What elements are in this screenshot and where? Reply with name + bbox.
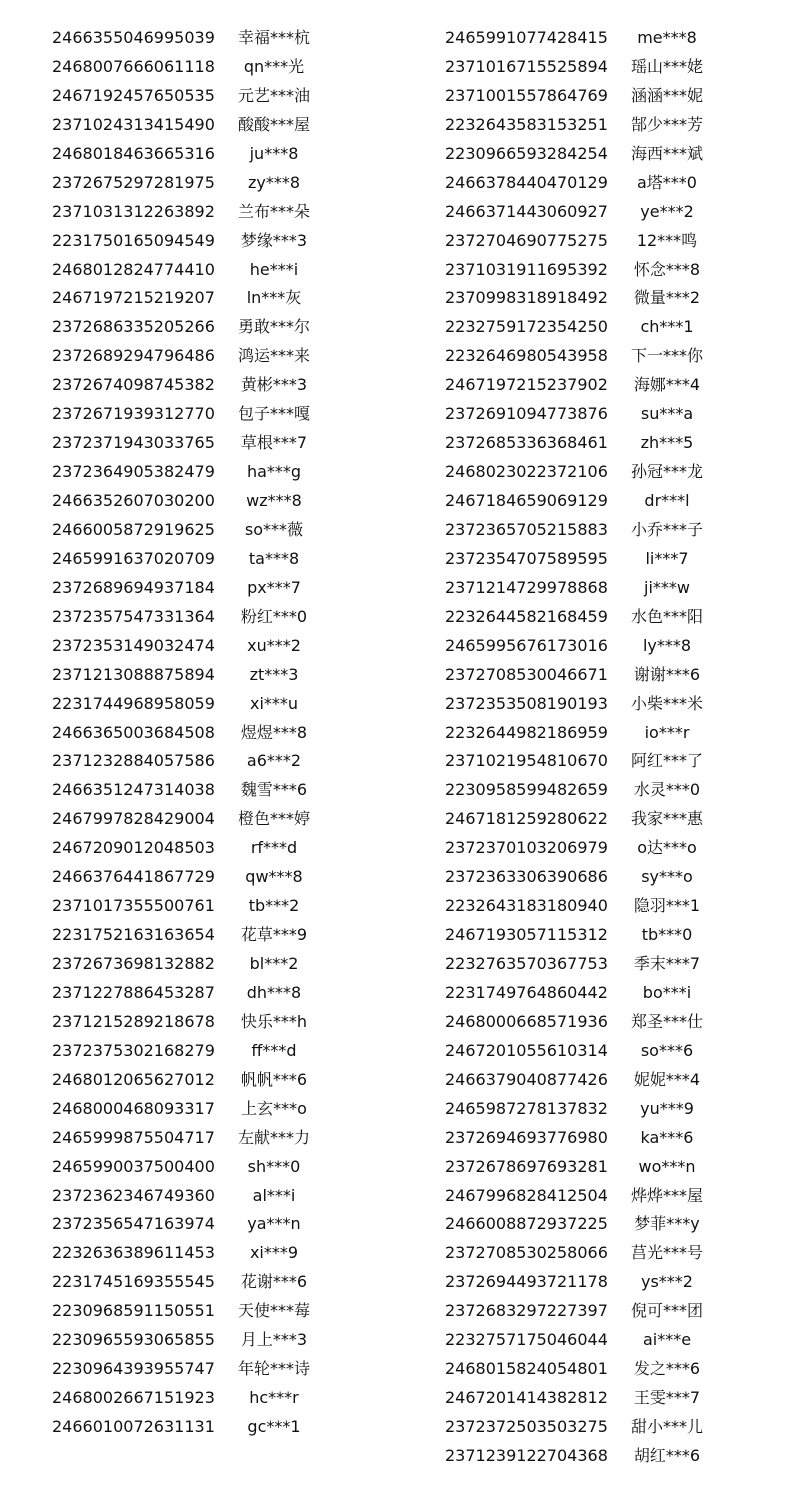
- list-item: [445, 256, 727, 285]
- list-item: [445, 690, 727, 719]
- list-item: [52, 545, 334, 574]
- list-item: [445, 950, 727, 979]
- masked-username: ka***6: [640, 1127, 694, 1147]
- masked-username: 海娜***4: [633, 375, 701, 395]
- masked-username: 快乐***h: [240, 1011, 308, 1031]
- masked-username: zt***3: [249, 664, 299, 684]
- order-id: 2467197215237902: [445, 375, 608, 395]
- masked-username: 天使***莓: [237, 1301, 310, 1321]
- masked-username: ch***1: [640, 317, 694, 337]
- masked-username: 草根***7: [240, 433, 308, 453]
- list-item: [445, 1268, 727, 1297]
- list-item: [52, 805, 334, 834]
- order-id: 2230958599482659: [445, 780, 608, 800]
- order-id: 2372353149032474: [52, 635, 215, 655]
- order-id: 2371239122704368: [445, 1445, 608, 1465]
- list-item: [445, 1442, 727, 1471]
- list-item: [445, 892, 727, 921]
- masked-username: 兰布***朵: [237, 201, 310, 221]
- order-id: 2232644982186959: [445, 722, 608, 742]
- order-id: 2372675297281975: [52, 172, 215, 192]
- order-id: 2232757175046044: [445, 1330, 608, 1350]
- order-id: 2466355046995039: [52, 28, 215, 47]
- list-item: [52, 979, 334, 1008]
- list-item: [52, 834, 334, 863]
- masked-username: bo***i: [642, 982, 692, 1002]
- list-item: [445, 371, 727, 400]
- masked-username: su***a: [640, 404, 694, 424]
- masked-username: 幸福***杭: [237, 28, 310, 47]
- list-item: [445, 1153, 727, 1182]
- order-id: 2466351247314038: [52, 780, 215, 800]
- order-id: 2372683297227397: [445, 1301, 608, 1321]
- masked-username: 橙色***婷: [237, 809, 310, 829]
- list-item: [52, 950, 334, 979]
- order-id: 2468002667151923: [52, 1388, 215, 1408]
- masked-username: 元艺***油: [237, 85, 310, 105]
- list-item: [52, 487, 334, 516]
- masked-username: 发之***6: [633, 1359, 701, 1379]
- masked-username: ta***8: [248, 548, 300, 568]
- order-id: 2372704690775275: [445, 230, 608, 250]
- order-id: 2465995676173016: [445, 635, 608, 655]
- list-item: [445, 342, 727, 371]
- masked-username: 梦缘***3: [240, 230, 308, 250]
- list-item: [52, 284, 334, 313]
- list-item: [52, 111, 334, 140]
- masked-username: 月上***3: [240, 1330, 308, 1350]
- order-id: 2465999875504717: [52, 1127, 215, 1147]
- order-id: 2466379040877426: [445, 1069, 608, 1089]
- order-id: 2372686335205266: [52, 317, 215, 337]
- order-id: 2372674098745382: [52, 375, 215, 395]
- list-item: [445, 574, 727, 603]
- masked-username: a6***2: [246, 751, 302, 771]
- masked-username: 王雯***7: [633, 1388, 701, 1408]
- list-item: [445, 979, 727, 1008]
- masked-username: sy***o: [641, 867, 693, 887]
- list-item: [445, 284, 727, 313]
- order-id: 2371001557864769: [445, 85, 608, 105]
- list-item: [445, 111, 727, 140]
- list-item: [52, 747, 334, 776]
- masked-username: xi***u: [249, 693, 299, 713]
- masked-username: 谢谢***6: [633, 664, 701, 684]
- order-id: 2467193057115312: [445, 925, 608, 945]
- list-item: [445, 776, 727, 805]
- order-id: 2468012824774410: [52, 259, 215, 279]
- masked-username: so***6: [640, 1040, 694, 1060]
- masked-username: 郑圣***仕: [630, 1011, 703, 1031]
- list-item: [445, 661, 727, 690]
- list-item: [52, 1239, 334, 1268]
- masked-username: zy***8: [247, 172, 301, 192]
- masked-username: dh***8: [246, 982, 302, 1002]
- masked-username: ly***8: [642, 635, 692, 655]
- list-item: [52, 1153, 334, 1182]
- masked-username: ai***e: [642, 1330, 692, 1350]
- list-item: [52, 429, 334, 458]
- list-item: [52, 1095, 334, 1124]
- masked-username: o达***o: [637, 838, 697, 858]
- masked-username: zh***5: [640, 433, 694, 453]
- order-id: 2466352607030200: [52, 491, 215, 510]
- order-id: 2372673698132882: [52, 954, 215, 973]
- order-id: 2372365705215883: [445, 519, 608, 539]
- order-id: 2466371443060927: [445, 201, 608, 221]
- list-item: [52, 24, 334, 53]
- masked-username: gc***1: [247, 1417, 301, 1436]
- masked-username: 胡红***6: [633, 1445, 701, 1465]
- masked-username: 我家***惠: [630, 809, 703, 829]
- masked-username: xi***9: [249, 1243, 299, 1263]
- masked-username: io***r: [644, 722, 690, 742]
- list-item: [52, 1066, 334, 1095]
- order-id: 2372689294796486: [52, 346, 215, 366]
- list-item: [445, 1008, 727, 1037]
- list-item: [445, 1355, 727, 1384]
- masked-username: px***7: [247, 577, 301, 597]
- order-id: 2371031911695392: [445, 259, 608, 279]
- order-id: 2232759172354250: [445, 317, 608, 337]
- masked-username: 粉红***0: [240, 606, 308, 626]
- order-id: 2372671939312770: [52, 404, 215, 424]
- masked-username: 水灵***0: [633, 780, 701, 800]
- masked-username: so***薇: [244, 519, 304, 539]
- order-id: 2372708530258066: [445, 1243, 608, 1263]
- order-id: 2231752163163654: [52, 925, 215, 945]
- list-item: [445, 516, 727, 545]
- order-id: 2465991077428415: [445, 28, 608, 47]
- list-item: [52, 1210, 334, 1239]
- order-id: 2372356547163974: [52, 1214, 215, 1234]
- order-id: 2371227886453287: [52, 982, 215, 1002]
- masked-username: 小乔***子: [630, 519, 703, 539]
- order-id: 2466376441867729: [52, 867, 215, 887]
- masked-username: 煜煜***8: [240, 722, 308, 742]
- order-id: 2371214729978868: [445, 577, 608, 597]
- masked-username: tb***2: [248, 896, 300, 916]
- masked-username: wo***n: [638, 1156, 696, 1176]
- list-item: [52, 458, 334, 487]
- masked-username: 黄彬***3: [240, 375, 308, 395]
- list-item: [445, 545, 727, 574]
- list-item: [445, 719, 727, 748]
- masked-username: 微量***2: [633, 288, 701, 308]
- order-id: 2467197215219207: [52, 288, 215, 308]
- list-item: [52, 1008, 334, 1037]
- order-id: 2372371943033765: [52, 433, 215, 453]
- masked-username: 左献***力: [237, 1127, 310, 1147]
- masked-username: sh***0: [247, 1156, 301, 1176]
- masked-username: 妮妮***4: [633, 1069, 701, 1089]
- masked-username: 涵涵***妮: [630, 85, 703, 105]
- masked-username: 下一***你: [630, 346, 703, 366]
- list-item: [445, 1326, 727, 1355]
- list-item: [52, 400, 334, 429]
- list-item: [52, 1384, 334, 1413]
- list-item: [445, 863, 727, 892]
- list-item: [445, 1297, 727, 1326]
- order-id: 2468007666061118: [52, 56, 215, 76]
- order-id: 2371016715525894: [445, 56, 608, 76]
- order-id: 2232646980543958: [445, 346, 608, 366]
- list-item: [445, 487, 727, 516]
- masked-username: ha***g: [246, 462, 302, 482]
- order-id: 2232763570367753: [445, 954, 608, 973]
- order-id: 2230965593065855: [52, 1330, 215, 1350]
- order-id: 2372694693776980: [445, 1127, 608, 1147]
- masked-username: ye***2: [640, 201, 694, 221]
- masked-username: 勇敢***尔: [237, 317, 310, 337]
- list-item: [445, 198, 727, 227]
- list-item: [52, 776, 334, 805]
- masked-username: ys***2: [641, 1272, 693, 1292]
- masked-username: dr***l: [644, 491, 690, 510]
- masked-username: 花草***9: [240, 925, 308, 945]
- list-item: [52, 516, 334, 545]
- masked-username: 花谢***6: [240, 1272, 308, 1292]
- order-id: 2466005872919625: [52, 519, 215, 539]
- list-item: [52, 1182, 334, 1211]
- masked-username: 甜小***儿: [630, 1417, 703, 1436]
- order-id: 2372691094773876: [445, 404, 608, 424]
- list-item: [445, 24, 727, 53]
- list-item: [52, 1355, 334, 1384]
- order-id: 2231749764860442: [445, 982, 608, 1002]
- masked-username: 水色***阳: [630, 606, 703, 626]
- list-item: [445, 458, 727, 487]
- order-id: 2230964393955747: [52, 1359, 215, 1379]
- order-id: 2371213088875894: [52, 664, 215, 684]
- list-item: [52, 198, 334, 227]
- order-id: 2372375302168279: [52, 1040, 215, 1060]
- masked-username: 海西***斌: [630, 143, 703, 163]
- list-item: [52, 661, 334, 690]
- list-item: [52, 1037, 334, 1066]
- masked-username: 倪可***团: [630, 1301, 703, 1321]
- left-column: [52, 24, 334, 1442]
- list-item: [445, 1384, 727, 1413]
- list-item: [52, 719, 334, 748]
- order-id: 2372708530046671: [445, 664, 608, 684]
- list-item: [52, 82, 334, 111]
- masked-username: 年轮***诗: [237, 1359, 310, 1379]
- list-item: [445, 834, 727, 863]
- order-id: 2371031312263892: [52, 201, 215, 221]
- list-item: [445, 82, 727, 111]
- masked-username: 包子***嘎: [237, 404, 310, 424]
- list-item: [52, 1326, 334, 1355]
- list-item: [445, 632, 727, 661]
- masked-username: ff***d: [251, 1040, 297, 1060]
- order-id: 2230968591150551: [52, 1301, 215, 1321]
- masked-username: rf***d: [250, 838, 298, 858]
- masked-username: 梦菲***y: [634, 1214, 700, 1234]
- order-id: 2465987278137832: [445, 1098, 608, 1118]
- order-id: 2370998318918492: [445, 288, 608, 308]
- order-id: 2467192457650535: [52, 85, 215, 105]
- list-item: [52, 313, 334, 342]
- order-id: 2231745169355545: [52, 1272, 215, 1292]
- list-item: [445, 747, 727, 776]
- order-id: 2371021954810670: [445, 751, 608, 771]
- masked-username: 莒光***号: [630, 1243, 703, 1263]
- masked-username: 烨烨***屋: [630, 1185, 703, 1205]
- order-id: 2232636389611453: [52, 1243, 215, 1263]
- masked-username: 鸿运***来: [237, 346, 310, 366]
- order-id: 2467184659069129: [445, 491, 608, 510]
- order-id: 2232643183180940: [445, 896, 608, 916]
- list-item: [52, 1268, 334, 1297]
- order-id: 2372363306390686: [445, 867, 608, 887]
- masked-username: 孙冠***龙: [630, 462, 703, 482]
- order-id: 2467996828412504: [445, 1185, 608, 1205]
- list-item: [52, 863, 334, 892]
- order-id: 2465990037500400: [52, 1156, 215, 1176]
- masked-username: tb***0: [641, 925, 693, 945]
- order-id: 2372678697693281: [445, 1156, 608, 1176]
- order-id: 2372354707589595: [445, 548, 608, 568]
- list-item: [445, 313, 727, 342]
- list-item: [52, 227, 334, 256]
- masked-username: qw***8: [245, 867, 303, 887]
- list-item: [445, 1239, 727, 1268]
- order-id: 2372370103206979: [445, 838, 608, 858]
- list-item: [445, 805, 727, 834]
- masked-username: al***i: [252, 1185, 296, 1205]
- masked-username: 季末***7: [633, 954, 701, 973]
- masked-username: 12***鸣: [636, 230, 698, 250]
- list-item: [52, 603, 334, 632]
- list-item: [445, 1095, 727, 1124]
- list-item: [52, 1124, 334, 1153]
- masked-username: 怀念***8: [633, 259, 701, 279]
- order-id: 2468012065627012: [52, 1069, 215, 1089]
- order-id: 2468018463665316: [52, 143, 215, 163]
- order-id: 2468023022372106: [445, 462, 608, 482]
- masked-username: li***7: [645, 548, 689, 568]
- masked-username: 小柴***米: [630, 693, 703, 713]
- order-id: 2467201414382812: [445, 1388, 608, 1408]
- order-id: 2372364905382479: [52, 462, 215, 482]
- list-item: [52, 574, 334, 603]
- right-column: [445, 24, 727, 1471]
- masked-username: he***i: [249, 259, 299, 279]
- order-id: 2372685336368461: [445, 433, 608, 453]
- order-id: 2466008872937225: [445, 1214, 608, 1234]
- list-item: [52, 1297, 334, 1326]
- order-id: 2371017355500761: [52, 896, 215, 916]
- list-item: [445, 1182, 727, 1211]
- list-item: [445, 1124, 727, 1153]
- order-id: 2466378440470129: [445, 172, 608, 192]
- list-item: [52, 342, 334, 371]
- masked-username: xu***2: [247, 635, 301, 655]
- order-id: 2467181259280622: [445, 809, 608, 829]
- list-item: [445, 53, 727, 82]
- list-item: [445, 1210, 727, 1239]
- list-item: [445, 921, 727, 950]
- order-id: 2371215289218678: [52, 1011, 215, 1031]
- order-id: 2372362346749360: [52, 1185, 215, 1205]
- order-id: 2371232884057586: [52, 751, 215, 771]
- list-item: [52, 690, 334, 719]
- list-item: [52, 632, 334, 661]
- list-item: [52, 169, 334, 198]
- list-item: [445, 1413, 727, 1442]
- masked-username: 隐羽***1: [633, 896, 701, 916]
- order-id: 2372353508190193: [445, 693, 608, 713]
- masked-username: 魏雪***6: [240, 780, 308, 800]
- list-item: [445, 1037, 727, 1066]
- masked-username: 阿红***了: [630, 751, 703, 771]
- order-id: 2372372503503275: [445, 1417, 608, 1436]
- list-item: [52, 140, 334, 169]
- masked-username: 帆帆***6: [240, 1069, 308, 1089]
- order-id: 2467201055610314: [445, 1040, 608, 1060]
- masked-username: a塔***0: [637, 172, 697, 192]
- masked-username: 上玄***o: [241, 1098, 307, 1118]
- order-id: 2372694493721178: [445, 1272, 608, 1292]
- order-id: 2468000668571936: [445, 1011, 608, 1031]
- list-item: [52, 1413, 334, 1442]
- masked-username: 瑶山***姥: [630, 56, 703, 76]
- masked-username: hc***r: [249, 1388, 299, 1408]
- list-item: [52, 921, 334, 950]
- list-item: [52, 53, 334, 82]
- order-id: 2468000468093317: [52, 1098, 215, 1118]
- order-id: 2371024313415490: [52, 114, 215, 134]
- masked-username: yu***9: [640, 1098, 694, 1118]
- order-id: 2467997828429004: [52, 809, 215, 829]
- list-item: [445, 603, 727, 632]
- order-id: 2466010072631131: [52, 1417, 215, 1436]
- masked-username: me***8: [637, 28, 697, 47]
- masked-username: bl***2: [249, 954, 299, 973]
- masked-username: wz***8: [246, 491, 302, 510]
- order-id: 2232643583153251: [445, 114, 608, 134]
- list-item: [445, 429, 727, 458]
- order-id: 2232644582168459: [445, 606, 608, 626]
- list-item: [445, 227, 727, 256]
- list-item: [445, 169, 727, 198]
- order-id: 2465991637020709: [52, 548, 215, 568]
- masked-username: 郜少***芳: [630, 114, 703, 134]
- masked-username: ya***n: [247, 1214, 301, 1234]
- masked-username: ln***灰: [246, 288, 302, 308]
- masked-username: qn***光: [243, 56, 305, 76]
- order-id: 2231744968958059: [52, 693, 215, 713]
- masked-username: ju***8: [249, 143, 299, 163]
- list-item: [445, 1066, 727, 1095]
- order-id: 2230966593284254: [445, 143, 608, 163]
- order-id: 2231750165094549: [52, 230, 215, 250]
- order-id: 2372689694937184: [52, 577, 215, 597]
- list-item: [52, 371, 334, 400]
- order-id: 2467209012048503: [52, 838, 215, 858]
- masked-username: 酸酸***屋: [237, 114, 310, 134]
- order-id: 2468015824054801: [445, 1359, 608, 1379]
- list-item: [52, 256, 334, 285]
- masked-username: ji***w: [644, 577, 690, 597]
- order-id: 2466365003684508: [52, 722, 215, 742]
- list-item: [445, 400, 727, 429]
- list-item: [52, 892, 334, 921]
- list-item: [445, 140, 727, 169]
- order-id: 2372357547331364: [52, 606, 215, 626]
